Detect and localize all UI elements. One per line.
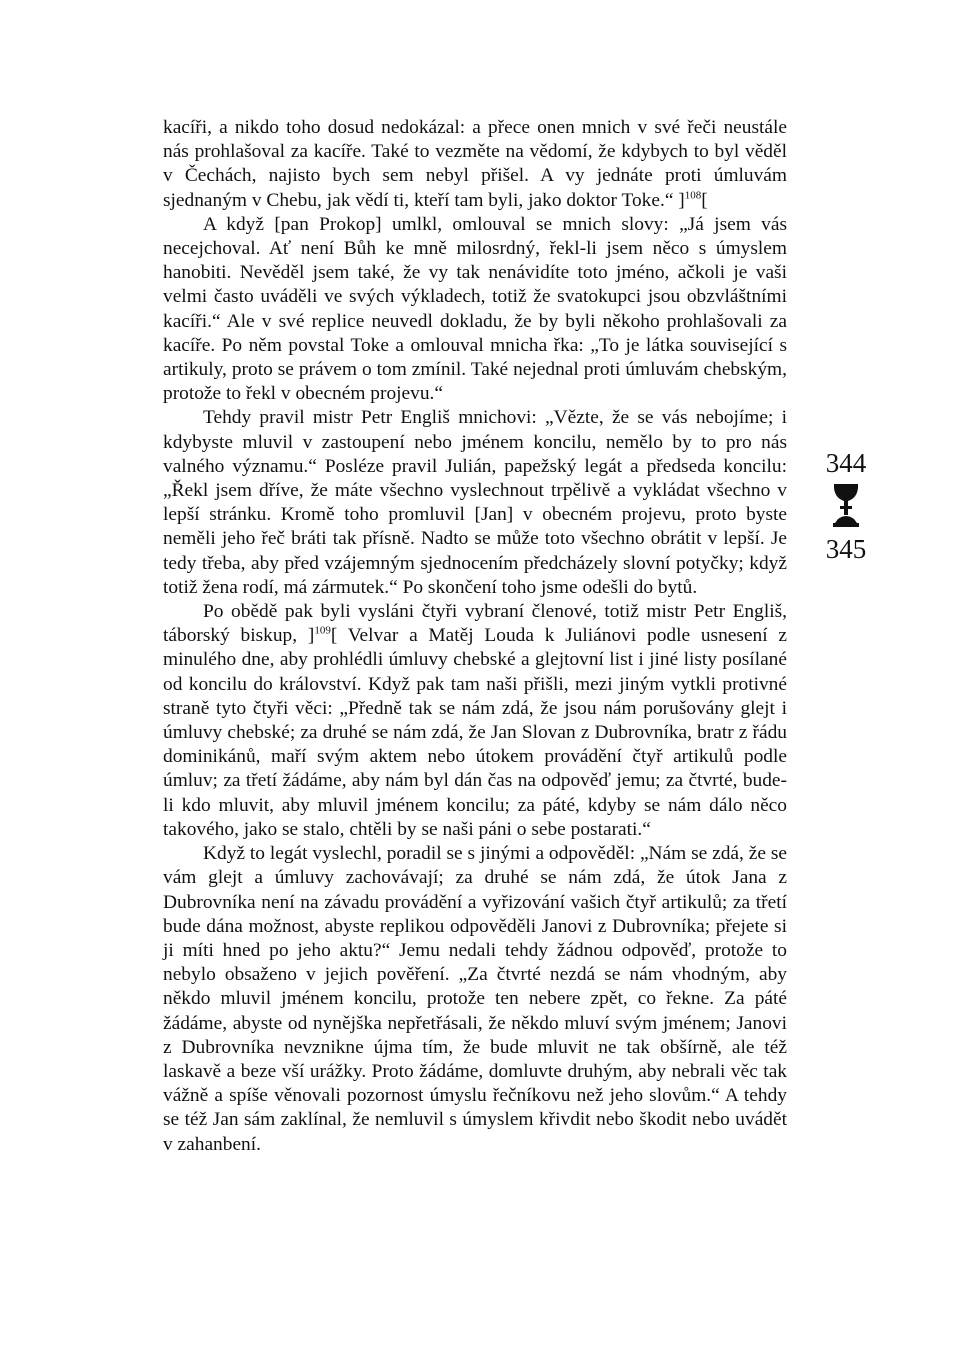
paragraph-text: A když [pan Prokop] umlkl, omlouval se mnich slovy: „Já jsem vás necejchoval. Ať není Bůh ke mně milosrdný, řekl-li jsem něco s úmyslem hanobiti. Nevěděl jsem také, že vy tak nenávidíte toto jméno, ačkoli je vaši velmi často uváděli ve svých výkladech, totiž že svatokupci jsou obzvláštními kacíři.“ Ale v své replice neuvedl dokladu, že by byli někoho prohlašovali za kacíře. Po něm povstal Toke a omlouval mnicha řka: „To je látka související s artikuly, proto se právem o tom zmínil. Také nejednal proti úmluvám chebským, protože to řekl v obecném projevu.“ [163,213,787,405]
paragraph [163,842,787,1157]
chalice-icon [831,482,861,532]
page-number-margin [814,448,878,564]
paragraph [163,116,787,213]
paragraph [163,600,787,842]
body-text [163,116,787,1157]
paragraph-text: Tehdy pravil mistr Petr Engliš mnichovi: „Vězte, že se vás nebojíme; i kdybyste mluvil v zastoupení nebo jménem koncilu, nemělo by to pro nás valného významu.“ Posléze pravil Julián, papežský legát a předseda koncilu: „Řekl jsem dříve, že máte všechno vyslechnout trpělivě a vykládat všechno v lepší stránku. Kromě toho promluvil [Jan] v obecném projevu, proto byste neměli jeho řeč bráti tak přísně. Nadto se může toto všechno obrátit v lepší. Je tedy třeba, aby před vzájemným sjednocením předcházely slovní potyčky; když totiž žena rodí, má zármutek.“ Po skončení toho jsme odešli do bytů. [163,407,787,598]
marker-close: [ [330,625,338,647]
marker-number: 109 [314,624,331,637]
page-number-top: 344 [825,448,867,478]
marker-open: ] [678,189,685,211]
page-break-marker [678,190,707,211]
paragraph [163,213,787,407]
paragraph [163,406,787,600]
marker-number: 108 [684,189,702,202]
paragraph-text: Velvar a Matěj Louda k Juliánovi podle usnesení z minulého dne, aby prohlédli úmluvy chebské a glejtovní list i jiné listy posílané od koncilu do království. Když pak tam naši přišli, mezi jiným vytkli protivné straně tyto čtyři věci: „Předně tak se nám zdá, že jsou nám porušovány glejt i úmluvy chebské; za druhé se nám zdá, že Jan Slovan z Dubrovníka, bratr z řádu dominikánů, maří svým aktem nebo útokem provádění čtyř artikulů podle úmluv; za třetí žádáme, aby nám byl dán čas na odpověď jemu; za čtvrté, bude-li kdo mluvit, aby mluvil jménem koncilu; za páté, kdyby se nám dálo něco takového, jako se stalo, chtěli by se naši páni o sebe postarati.“ [163,625,787,840]
paragraph-text: kacíři, a nikdo toho dosud nedokázal: a přece onen mnich v své řeči neustále nás prohlašoval za kacíře. Také to vezměte na vědomí, že kdybych to byl věděl v Čechách, najisto bych sem nebyl přišel. A vy jednáte proti úmluvám sjednaným v Chebu, jak vědí ti, kteří tam byli, jako doktor Toke.“ [163,117,787,211]
paragraph-text: Po obědě pak byli vysláni čtyři vybraní členové, totiž mistr Petr Engliš, táborský biskup, [163,601,787,647]
page-break-marker [308,625,337,646]
marker-close: [ [701,189,708,211]
marker-open: ] [307,625,315,647]
paragraph-text: Když to legát vyslechl, poradil se s jinými a odpověděl: „Nám se zdá, že se vám glejt a úmluvy zachovávají; za druhé se nám zdá, že útok Jana z Dubrovníka není na závadu provádění a vyřizování vašich čtyř artikulů; za třetí bude dána možnost, abyste replikou odpověděli Janovi z Dubrovníka; přejete si ji míti hned po jeho aktu?“ Jemu nedali tehdy žádnou odpověď, protože to nebylo obsaženo v jejich pověření. „Za čtvrté nezdá se nám vhodným, aby někdo mluvil jménem koncilu, protože ten nebere zpět, co řekne. Za páté žádáme, abyste od nynějška nepřetřásali, že někdo mluví svým jménem; Janovi z Dubrovníka nevznikne újma tím, že bude mluvit ne tak obšírně, ale též laskavě a beze vší urážky. Proto žádáme, domluvte druhým, aby nebrali věc tak vážně a spíše věnovali pozornost úmyslu řečníkovu než jeho slovům.“ A tehdy se též Jan sám zaklínal, že nemluvil s úmyslem křivdit nebo škodit nebo uvádět v zahanbení. [163,843,787,1155]
page-number-bottom: 345 [825,534,867,564]
